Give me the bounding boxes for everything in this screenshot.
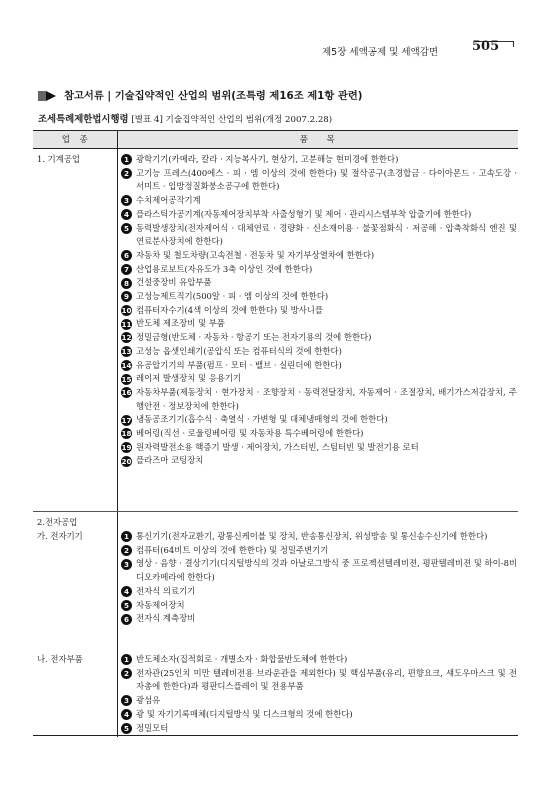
item-list: [121, 653, 517, 735]
item-text: 산업용로보트(자유도가 3축 이상인 것에 한한다): [136, 263, 313, 274]
circled-number: 5: [121, 600, 132, 611]
item-text: 광학기기(카메라, 칼라 · 지능복사기, 현상기, 고분해능 현미경에 한한다): [136, 154, 399, 164]
category-label: 나. 전자부품: [37, 654, 83, 664]
item-text: 전자관(25인치 미만 텔레비전용 브라운관을 제외한다) 및 핵심부품(유리, 편향요크, 섀도우마스크 및 전자총에 한한다)과 평판디스플레이 및 전용부품: [136, 667, 517, 692]
list-item: [121, 276, 517, 290]
item-text: 원자력발전소용 핵증기 발생 · 제어장치, 가스터빈, 스팀터빈 및 발전기용 로터: [136, 441, 419, 452]
item-text: 수치제어공작기계: [136, 195, 201, 206]
item-text: 베어링(직선 · 로울링베어링 및 자동차용 특수베어링에 한한다): [136, 428, 364, 439]
item-text: 반도체소자(집적회로 · 개별소자 · 화합물반도체에 한한다): [136, 654, 348, 664]
list-item: [121, 372, 517, 386]
circled-number: 1: [121, 154, 132, 165]
circled-number: 6: [121, 614, 132, 625]
header-category: 업 종: [61, 135, 89, 145]
arrow-marker-icon: [38, 91, 58, 101]
category-label: 1. 기계공업: [37, 154, 81, 164]
circled-number: 6: [121, 250, 132, 261]
item-text: 플라즈마 코팅장치: [136, 455, 204, 466]
item-text: 정밀모터: [136, 722, 169, 733]
list-item: [121, 530, 517, 544]
circled-number: 14: [121, 360, 132, 370]
category-label: 2.전자공업: [37, 517, 78, 527]
list-item: [121, 441, 517, 455]
circled-number: 17: [121, 415, 132, 425]
list-item: [121, 167, 517, 194]
circled-number: 16: [121, 388, 132, 398]
list-item: [121, 557, 517, 584]
item-text: 자동제어장치: [136, 599, 185, 610]
item-list: [121, 530, 517, 626]
circled-number: 3: [121, 559, 132, 570]
item-text: 자동차부품(제동장치 · 현가장치 · 조향장치 · 동력전달장치, 자동제어 · 조절장치, 배기가스저감장치, 주행안전 · 정보장치에 한한다): [136, 386, 517, 411]
list-item: [121, 317, 517, 331]
item-text: 컴퓨터자수기(4색 이상의 것에 한한다) 및 방사니플: [136, 304, 323, 315]
item-text: 냉동공조기기(흡수식 · 축열식 · 가변형 및 대체냉매형의 것에 한한다): [136, 414, 388, 425]
circled-number: 5: [121, 223, 132, 234]
circled-number: 1: [121, 531, 132, 542]
circled-number: 13: [121, 347, 132, 357]
circled-number: 7: [121, 264, 132, 275]
page-number: 505: [472, 39, 500, 54]
table-header: [33, 131, 518, 149]
column-divider: [117, 131, 118, 737]
item-text: 정밀금형(반도체 · 자동차 · 항공기 또는 전자기용의 것에 한한다): [136, 332, 372, 343]
decree-reference: [38, 114, 518, 126]
list-item: [121, 722, 517, 736]
circled-number: 4: [121, 709, 132, 720]
list-item: [121, 667, 517, 694]
list-item: [121, 304, 517, 318]
list-item: [121, 454, 517, 468]
section-heading: [38, 89, 518, 103]
list-item: [121, 263, 517, 277]
item-list: [121, 153, 517, 468]
list-item: [121, 359, 517, 373]
item-text: 컴퓨터(64비트 이상의 것에 한한다) 및 정밀주변기기: [136, 544, 329, 555]
decree-name: 조세특례제한법시행령: [38, 114, 129, 125]
list-item: [121, 386, 517, 413]
item-text: 전자식 의료기기: [136, 585, 196, 596]
row-divider: [33, 511, 518, 512]
circled-number: 4: [121, 209, 132, 220]
item-text: 레이저 발생장치 및 응용기기: [136, 373, 242, 384]
section-title: 참고서류 | 기술집약적인 산업의 범위(조특령 제16조 제1항 관련): [64, 90, 363, 102]
list-item: [121, 222, 517, 249]
item-text: 플라스틱가공기계(자동제어장치부착 사출성형기 및 제어 · 관리시스템부착 압출기에 한한다): [136, 208, 472, 219]
item-text: 반도체 제조장비 및 부품: [136, 318, 225, 329]
item-text: 광 및 자기기록매체(디지털방식 및 디스크형의 것에 한한다): [136, 708, 353, 719]
circled-number: 15: [121, 374, 132, 384]
circled-number: 10: [121, 306, 132, 316]
list-item: [121, 194, 517, 208]
circled-number: 3: [121, 195, 132, 206]
header-rule-tick: [513, 41, 514, 47]
list-item: [121, 427, 517, 441]
subcategory-label: 가. 전자기기: [37, 531, 83, 541]
item-text: 자동차 및 철도차량(고속전철 · 전동차 및 자기부상열차에 한한다): [136, 249, 375, 260]
list-item: [121, 708, 517, 722]
header-items: 품 목: [299, 135, 336, 145]
circled-number: 4: [121, 586, 132, 597]
item-text: 유공압기기의 부품(펌프 · 모터 · 밸브 · 실린더에 한한다): [136, 359, 342, 370]
list-item: [121, 413, 517, 427]
circled-number: 3: [121, 695, 132, 706]
list-item: [121, 208, 517, 222]
list-item: [121, 585, 517, 599]
circled-number: 20: [121, 456, 132, 466]
chapter-title: 제5장 세액공제 및 세액감면: [322, 47, 439, 58]
circled-number: 2: [121, 168, 132, 179]
list-item: [121, 249, 517, 263]
item-text: 고성능제트직기(500알 · 피 · 엠 이상의 것에 한한다): [136, 291, 329, 302]
list-item: [121, 290, 517, 304]
circled-number: 1: [121, 654, 132, 665]
item-text: 고기능 프레스(400에스 · 피 · 엠 이상의 것에 한한다) 및 절삭공구(초경합금 · 다이아몬드 · 고속도강 · 서미트 · 입방정질화붕소공구에 한한다): [136, 167, 517, 192]
item-text: 전자식 계측장비: [136, 613, 196, 624]
circled-number: 11: [121, 319, 132, 329]
circled-number: 12: [121, 333, 132, 343]
item-text: 고성능 옵셋인쇄기(공압식 또는 컴퓨터식의 것에 한한다): [136, 345, 342, 356]
list-item: [121, 653, 517, 667]
industry-table: [33, 130, 518, 736]
circled-number: 2: [121, 668, 132, 679]
circled-number: 2: [121, 545, 132, 556]
list-item: [121, 694, 517, 708]
item-text: 광섬유: [136, 695, 161, 706]
circled-number: 18: [121, 429, 132, 439]
item-text: 동력발생장치(전자제어식 · 대체연료 · 경량화 · 신소재이용 · 불꽃점화식 · 저공해 · 압축착화식 엔진 및 연료분사장치에 한한다): [136, 222, 517, 247]
decree-annex: [별표 4] 기술집약적인 산업의 범위(개정 2007.2.28): [128, 115, 333, 125]
list-item: [121, 599, 517, 613]
circled-number: 8: [121, 278, 132, 289]
item-text: 통신기기(전자교환기, 광통신케이블 및 장치, 반송통신장치, 위성방송 및 통신송수신기에 한한다): [136, 531, 488, 541]
circled-number: 9: [121, 291, 132, 302]
circled-number: 19: [121, 443, 132, 453]
item-text: 영상 · 음향 · 결상기기(디지털방식의 것과 아날로그방식 중 프로젝션텔레비젼, 평판텔레비젼 및 하이-8비디오카메라에 한한다): [136, 558, 517, 583]
list-item: [121, 544, 517, 558]
item-text: 건설중장비 유압부품: [136, 277, 212, 288]
list-item: [121, 345, 517, 359]
list-item: [121, 612, 517, 626]
list-item: [121, 331, 517, 345]
circled-number: 5: [121, 723, 132, 734]
list-item: [121, 153, 517, 167]
